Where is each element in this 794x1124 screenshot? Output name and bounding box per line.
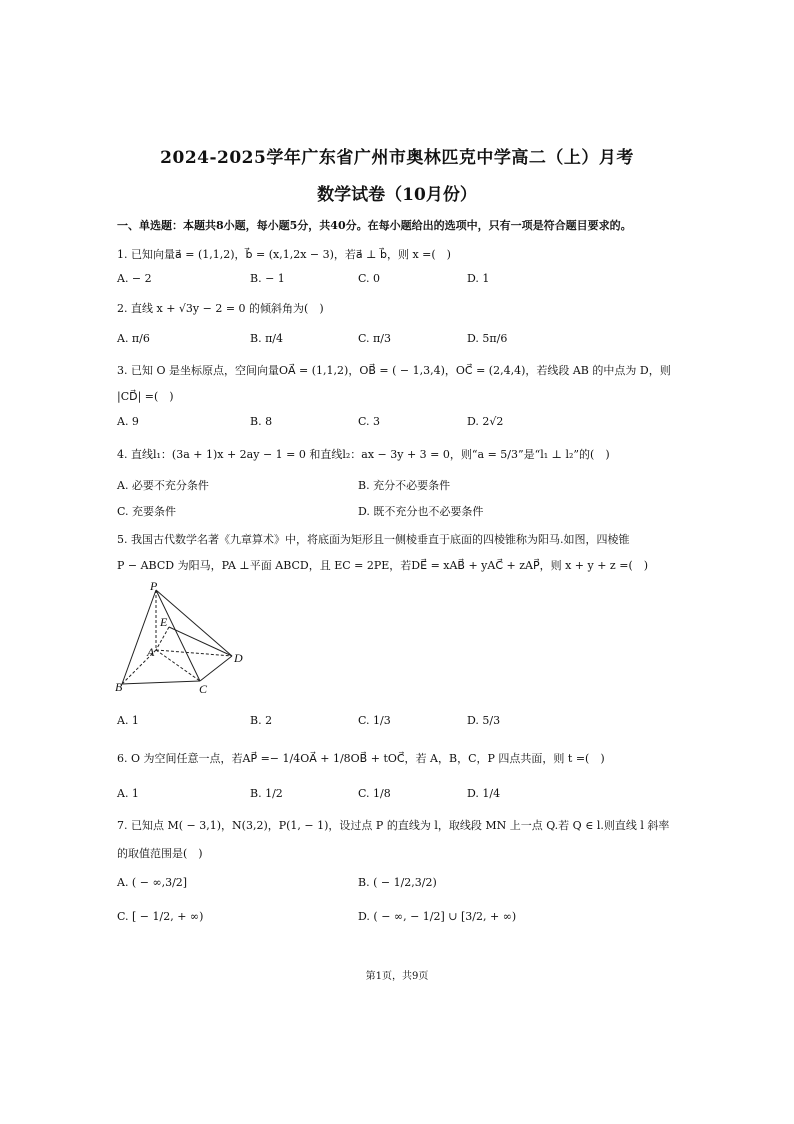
q4-option-b: B. 充分不必要条件 bbox=[358, 479, 451, 492]
q7-option-a: A. ( − ∞,3/2] bbox=[117, 876, 188, 889]
label-p: P bbox=[150, 579, 158, 593]
label-c: C bbox=[199, 682, 208, 696]
segment-ae bbox=[156, 627, 169, 650]
q4-option-a: A. 必要不充分条件 bbox=[117, 479, 209, 492]
question-3-stem-cont: |CD⃗| =( ) bbox=[117, 390, 174, 403]
q7-option-d: D. ( − ∞, − 1/2] ∪ [3/2, + ∞) bbox=[358, 910, 517, 923]
q1-option-a: A. − 2 bbox=[117, 272, 152, 285]
question-2-stem: 2. 直线 x + √3y − 2 = 0 的倾斜角为( ) bbox=[117, 302, 324, 315]
q3-option-d: D. 2√2 bbox=[467, 415, 504, 428]
question-5-stem: 5. 我国古代数学名著《九章算术》中，将底面为矩形且一侧棱垂直于底面的四棱锥称为阳马.如图，四棱锥 bbox=[117, 533, 630, 546]
q1-option-b: B. − 1 bbox=[250, 272, 285, 285]
q4-option-d: D. 既不充分也不必要条件 bbox=[358, 505, 484, 518]
q5-option-a: A. 1 bbox=[117, 714, 139, 727]
label-d: D bbox=[234, 651, 243, 665]
exam-title: 2024-2025学年广东省广州市奥林匹克中学高二（上）月考 bbox=[160, 148, 634, 168]
q6-option-d: D. 1/4 bbox=[467, 787, 501, 800]
question-7-stem-cont: 的取值范围是( ) bbox=[117, 847, 203, 860]
q7-option-b: B. ( − 1/2,3/2) bbox=[358, 876, 437, 889]
q5-option-d: D. 5/3 bbox=[467, 714, 501, 727]
q5-option-b: B. 2 bbox=[250, 714, 273, 727]
question-6-stem: 6. O 为空间任意一点，若AP⃗ =− 1/4OA⃗ + 1/8OB⃗ + tOC⃗，若 A，B，C，P 四点共面，则 t =( ) bbox=[117, 752, 605, 765]
label-a: A bbox=[147, 645, 155, 659]
q3-option-a: A. 9 bbox=[117, 415, 139, 428]
q5-option-c: C. 1/3 bbox=[358, 714, 391, 727]
q6-option-a: A. 1 bbox=[117, 787, 139, 800]
q3-option-b: B. 8 bbox=[250, 415, 273, 428]
question-7-stem: 7. 已知点 M( − 3,1)，N(3,2)，P(1, − 1)，设过点 P 的直线为 l，取线段 MN 上一点 Q.若 Q ∈ l.则直线 l 斜率 bbox=[117, 819, 670, 832]
q2-option-a: A. π/6 bbox=[117, 332, 150, 345]
section-heading: 一、单选题：本题共8小题，每小题5分，共40分。在每小题给出的选项中，只有一项是符合题目要求的。 bbox=[117, 219, 632, 232]
segment-ac bbox=[156, 650, 200, 681]
edge-pc bbox=[156, 590, 200, 681]
q6-option-c: C. 1/8 bbox=[358, 787, 391, 800]
page-footer: 第1页，共9页 bbox=[365, 971, 429, 982]
question-5-stem-cont: P − ABCD 为阳马，PA ⊥平面 ABCD，且 EC = 2PE，若DE⃗ = xAB⃗ + yAC⃗ + zAP⃗，则 x + y + z =( ) bbox=[117, 559, 649, 572]
edge-cd bbox=[200, 656, 232, 681]
q1-option-c: C. 0 bbox=[358, 272, 381, 285]
edge-pb bbox=[122, 590, 156, 684]
q2-option-c: C. π/3 bbox=[358, 332, 391, 345]
pyramid-figure bbox=[112, 578, 262, 698]
question-4-stem: 4. 直线l₁：(3a + 1)x + 2ay − 1 = 0 和直线l₂：ax − 3y + 3 = 0，则“a = 5/3”是“l₁ ⊥ l₂”的( ) bbox=[117, 448, 610, 461]
q4-option-c: C. 充要条件 bbox=[117, 505, 177, 518]
q7-option-c: C. [ − 1/2, + ∞) bbox=[117, 910, 204, 923]
q6-option-b: B. 1/2 bbox=[250, 787, 283, 800]
edge-bc bbox=[122, 681, 200, 684]
label-e: E bbox=[160, 615, 168, 629]
question-1-stem: 1. 已知向量a⃗ = (1,1,2)，b⃗ = (x,1,2x − 3)，若a⃗ ⊥ b⃗，则 x =( ) bbox=[117, 248, 451, 261]
q2-option-d: D. 5π/6 bbox=[467, 332, 508, 345]
question-3-stem: 3. 已知 O 是坐标原点，空间向量OA⃗ = (1,1,2)，OB⃗ = ( − 1,3,4)，OC⃗ = (2,4,4)，若线段 AB 的中点为 D，则 bbox=[117, 364, 671, 377]
q1-option-d: D. 1 bbox=[467, 272, 490, 285]
q2-option-b: B. π/4 bbox=[250, 332, 284, 345]
exam-subtitle: 数学试卷（10月份） bbox=[317, 185, 477, 205]
edge-pd bbox=[156, 590, 232, 656]
q3-option-c: C. 3 bbox=[358, 415, 381, 428]
label-b: B bbox=[115, 680, 123, 694]
